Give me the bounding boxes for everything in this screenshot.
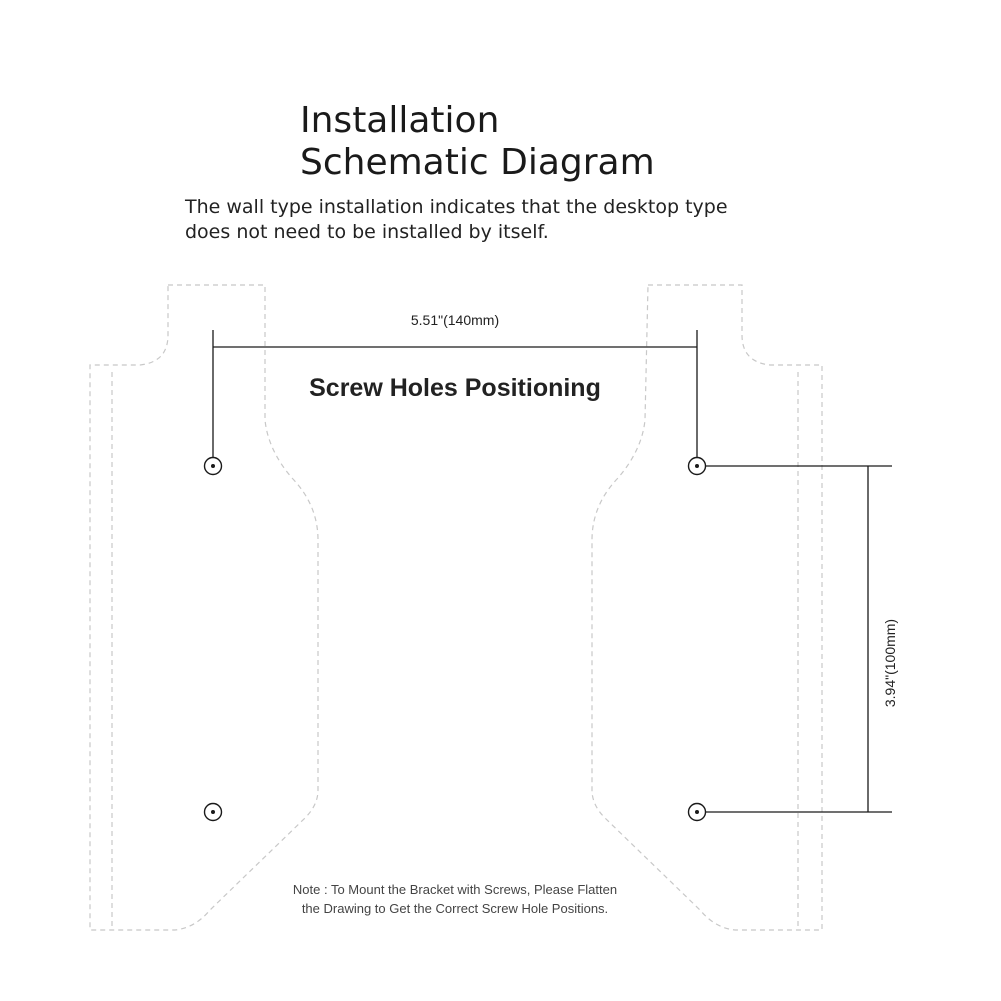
screw-hole-bottom-left — [205, 804, 222, 821]
screw-hole-bottom-right — [689, 804, 706, 821]
note — [235, 880, 675, 918]
title-line-2: Schematic Diagram — [300, 142, 655, 183]
subtitle-line-2: does not need to be installed by itself. — [185, 221, 549, 243]
page-title — [300, 100, 655, 184]
horizontal-dimension-label: 5.51"(140mm) — [410, 312, 500, 328]
vertical-dimension-label: 3.94"(100mm) — [882, 618, 898, 708]
subtitle — [185, 195, 885, 245]
subtitle-line-1: The wall type installation indicates that the desktop type — [185, 196, 728, 218]
note-line-1: Note : To Mount the Bracket with Screws, Please Flatten — [292, 882, 618, 897]
screw-hole-top-left — [205, 458, 222, 475]
title-line-1: Installation — [300, 100, 500, 141]
diagram-heading: Screw Holes Positioning — [309, 374, 601, 402]
note-line-2: the Drawing to Get the Correct Screw Hole Positions. — [301, 901, 609, 916]
screw-hole-top-right — [689, 458, 706, 475]
